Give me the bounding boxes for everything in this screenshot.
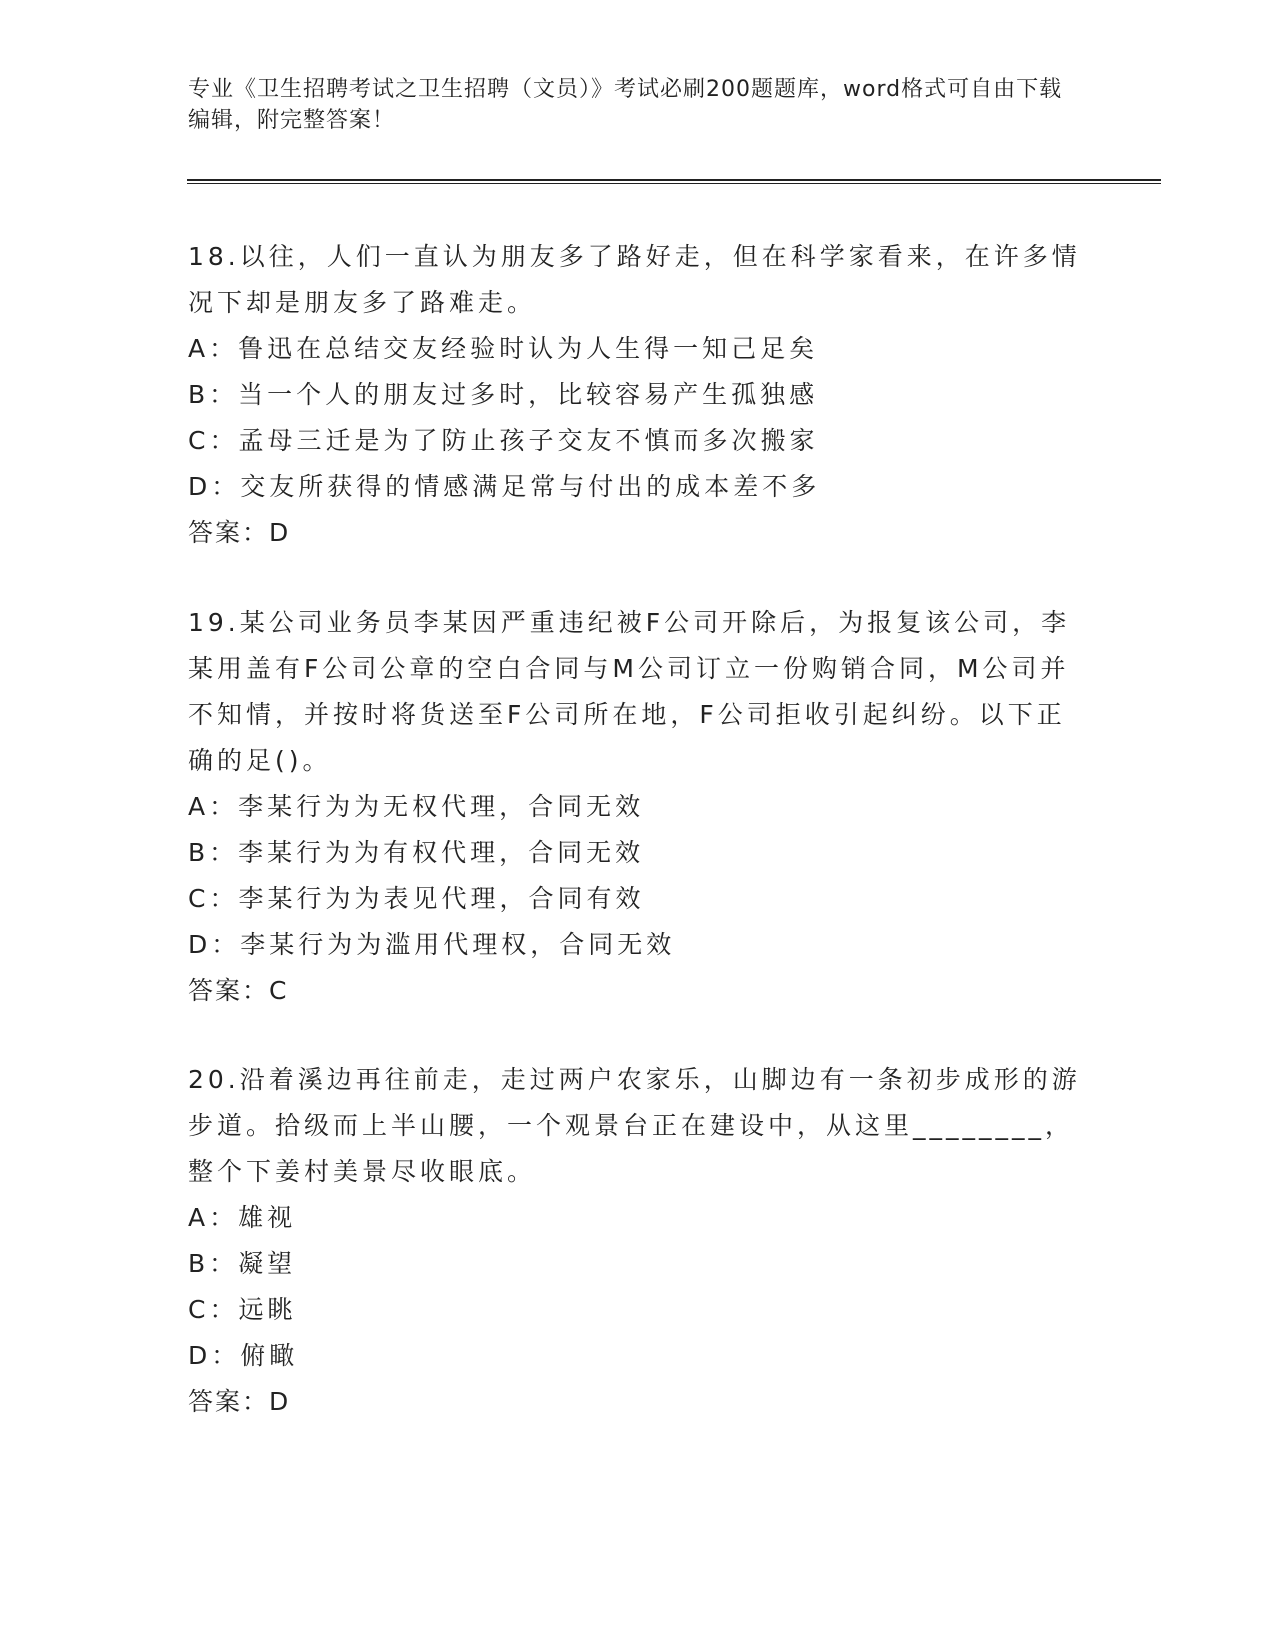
header-divider: [187, 179, 1161, 184]
option-c: C：远眺: [188, 1295, 297, 1324]
option-a: A：李某行为为无权代理，合同无效: [188, 792, 645, 821]
option-c: C：孟母三迁是为了防止孩子交友不慎而多次搬家: [188, 426, 819, 455]
question-stem: 19.某公司业务员李某因严重违纪被F公司开除后，为报复该公司，李某用盖有F公司公章的空白合同与M公司订立一份购销合同，M公司并不知情，并按时将货送至F公司所在地，F公司拒收引起纠纷。以下正确的足()。: [188, 608, 1071, 775]
question-19: [188, 600, 1088, 1014]
option-a: A：鲁迅在总结交友经验时认为人生得一知己足矣: [188, 334, 819, 363]
option-d: D：交友所获得的情感满足常与付出的成本差不多: [188, 472, 821, 501]
question-stem: 20.沿着溪边再往前走，走过两户农家乐，山脚边有一条初步成形的游步道。拾级而上半山腰，一个观景台正在建设中，从这里________，整个下姜村美景尽收眼底。: [188, 1065, 1081, 1186]
option-b: B：当一个人的朋友过多时，比较容易产生孤独感: [188, 380, 819, 409]
answer: 答案：C: [188, 976, 289, 1005]
question-stem: 18.以往，人们一直认为朋友多了路好走，但在科学家看来，在许多情况下却是朋友多了路难走。: [188, 242, 1081, 317]
option-b: B：李某行为为有权代理，合同无效: [188, 838, 645, 867]
option-c: C：李某行为为表见代理，合同有效: [188, 884, 645, 913]
option-b: B：凝望: [188, 1249, 297, 1278]
question-20: [188, 1057, 1088, 1425]
answer: 答案：D: [188, 518, 291, 547]
answer: 答案：D: [188, 1387, 291, 1416]
option-a: A：雄视: [188, 1203, 297, 1232]
option-d: D：李某行为为滥用代理权，合同无效: [188, 930, 676, 959]
option-d: D：俯瞰: [188, 1341, 299, 1370]
question-18: [188, 234, 1088, 556]
document-header: 专业《卫生招聘考试之卫生招聘（文员）》考试必刷200题题库，word格式可自由下载编辑，附完整答案！: [188, 77, 1063, 133]
